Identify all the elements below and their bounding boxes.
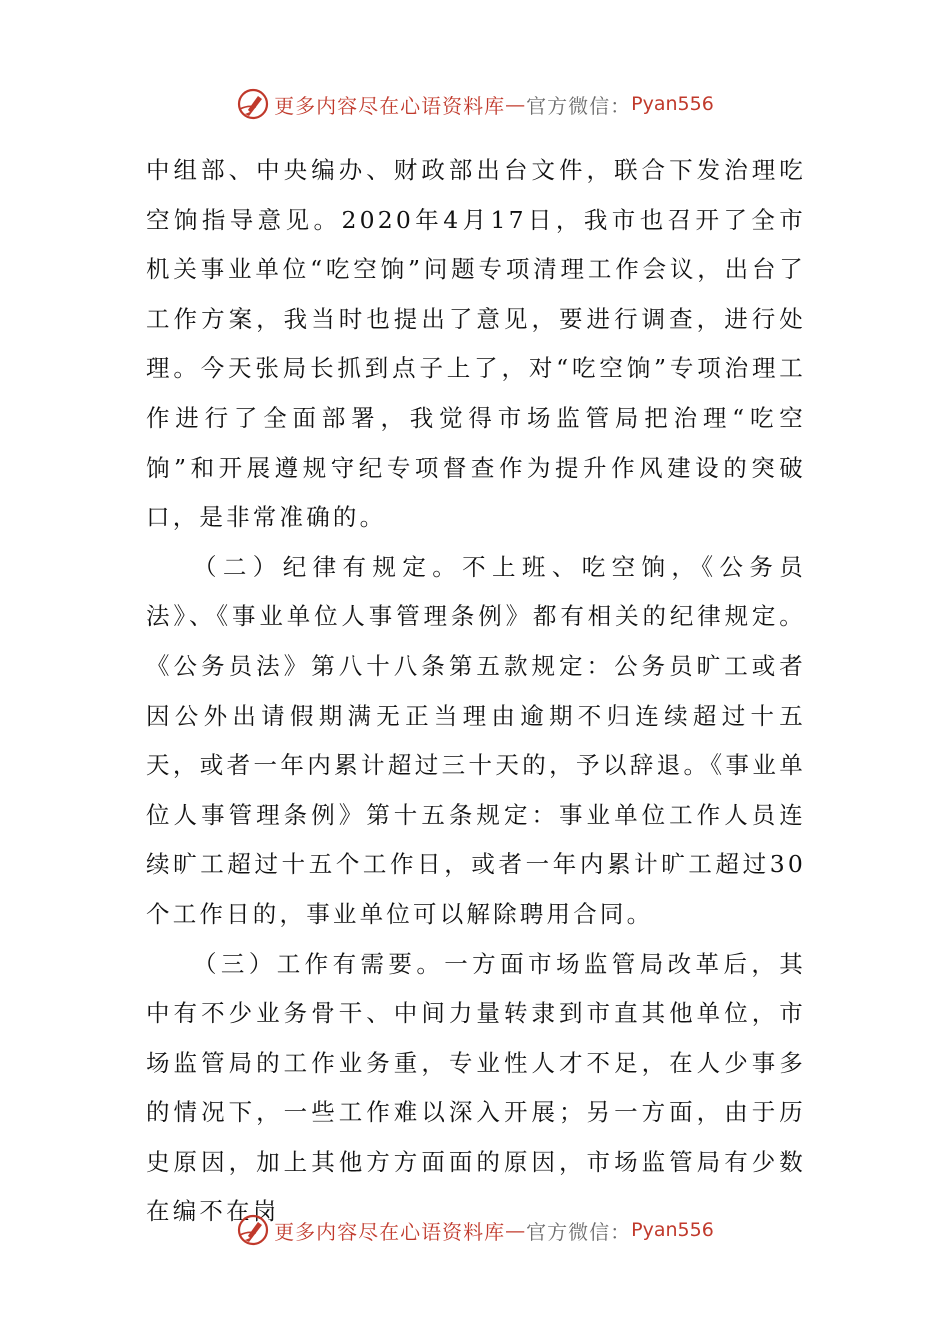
- pen-nib-logo-icon: [236, 1213, 270, 1247]
- banner-wechat-id: Pyan556: [631, 93, 714, 115]
- document-body: [146, 146, 806, 1237]
- pen-nib-logo-icon: [236, 87, 270, 121]
- banner-brand-text: 更多内容尽在心语资料库: [274, 1219, 506, 1244]
- banner-wechat-id: Pyan556: [631, 1219, 714, 1241]
- banner-official-label: 官方微信：: [526, 93, 632, 118]
- banner-official-label: 官方微信：: [526, 1219, 632, 1244]
- header-banner: [0, 84, 950, 124]
- banner-brand-text: 更多内容尽在心语资料库: [274, 93, 506, 118]
- footer-banner: [0, 1210, 950, 1250]
- banner-dash: —: [505, 92, 527, 116]
- paragraph-work-need: （三）工作有需要。一方面市场监管局改革后，其中有不少业务骨干、中间力量转隶到市直其他单位，市场监管局的工作业务重，专业性人才不足，在人少事多的情况下，一些工作难以深入开展；另一方面，由于历史原因，加上其他方方面面的原因，市场监管局有少数在编不在岗: [146, 949, 806, 1226]
- paragraph-discipline: （二）纪律有规定。不上班、吃空饷，《公务员法》、《事业单位人事管理条例》都有相关的纪律规定。《公务员法》第八十八条第五款规定：公务员旷工或者因公外出请假期满无正当理由逾期不归连续超过十五天，或者一年内累计超过三十天的，予以辞退。《事业单位人事管理条例》第十五条规定：事业单位工作人员连续旷工超过十五个工作日，或者一年内累计旷工超过30个工作日的，事业单位可以解除聘用合同。: [146, 552, 806, 928]
- paragraph-continued: 中组部、中央编办、财政部出台文件，联合下发治理吃空饷指导意见。2020年4月17日，我市也召开了全市机关事业单位“吃空饷”问题专项清理工作会议，出台了工作方案，我当时也提出了意见，要进行调查，进行处理。今天张局长抓到点子上了，对“吃空饷”专项治理工作进行了全面部署，我觉得市场监管局把治理“吃空饷”和开展遵规守纪专项督查作为提升作风建设的突破口，是非常准确的。: [146, 156, 806, 532]
- banner-dash: —: [505, 1218, 527, 1242]
